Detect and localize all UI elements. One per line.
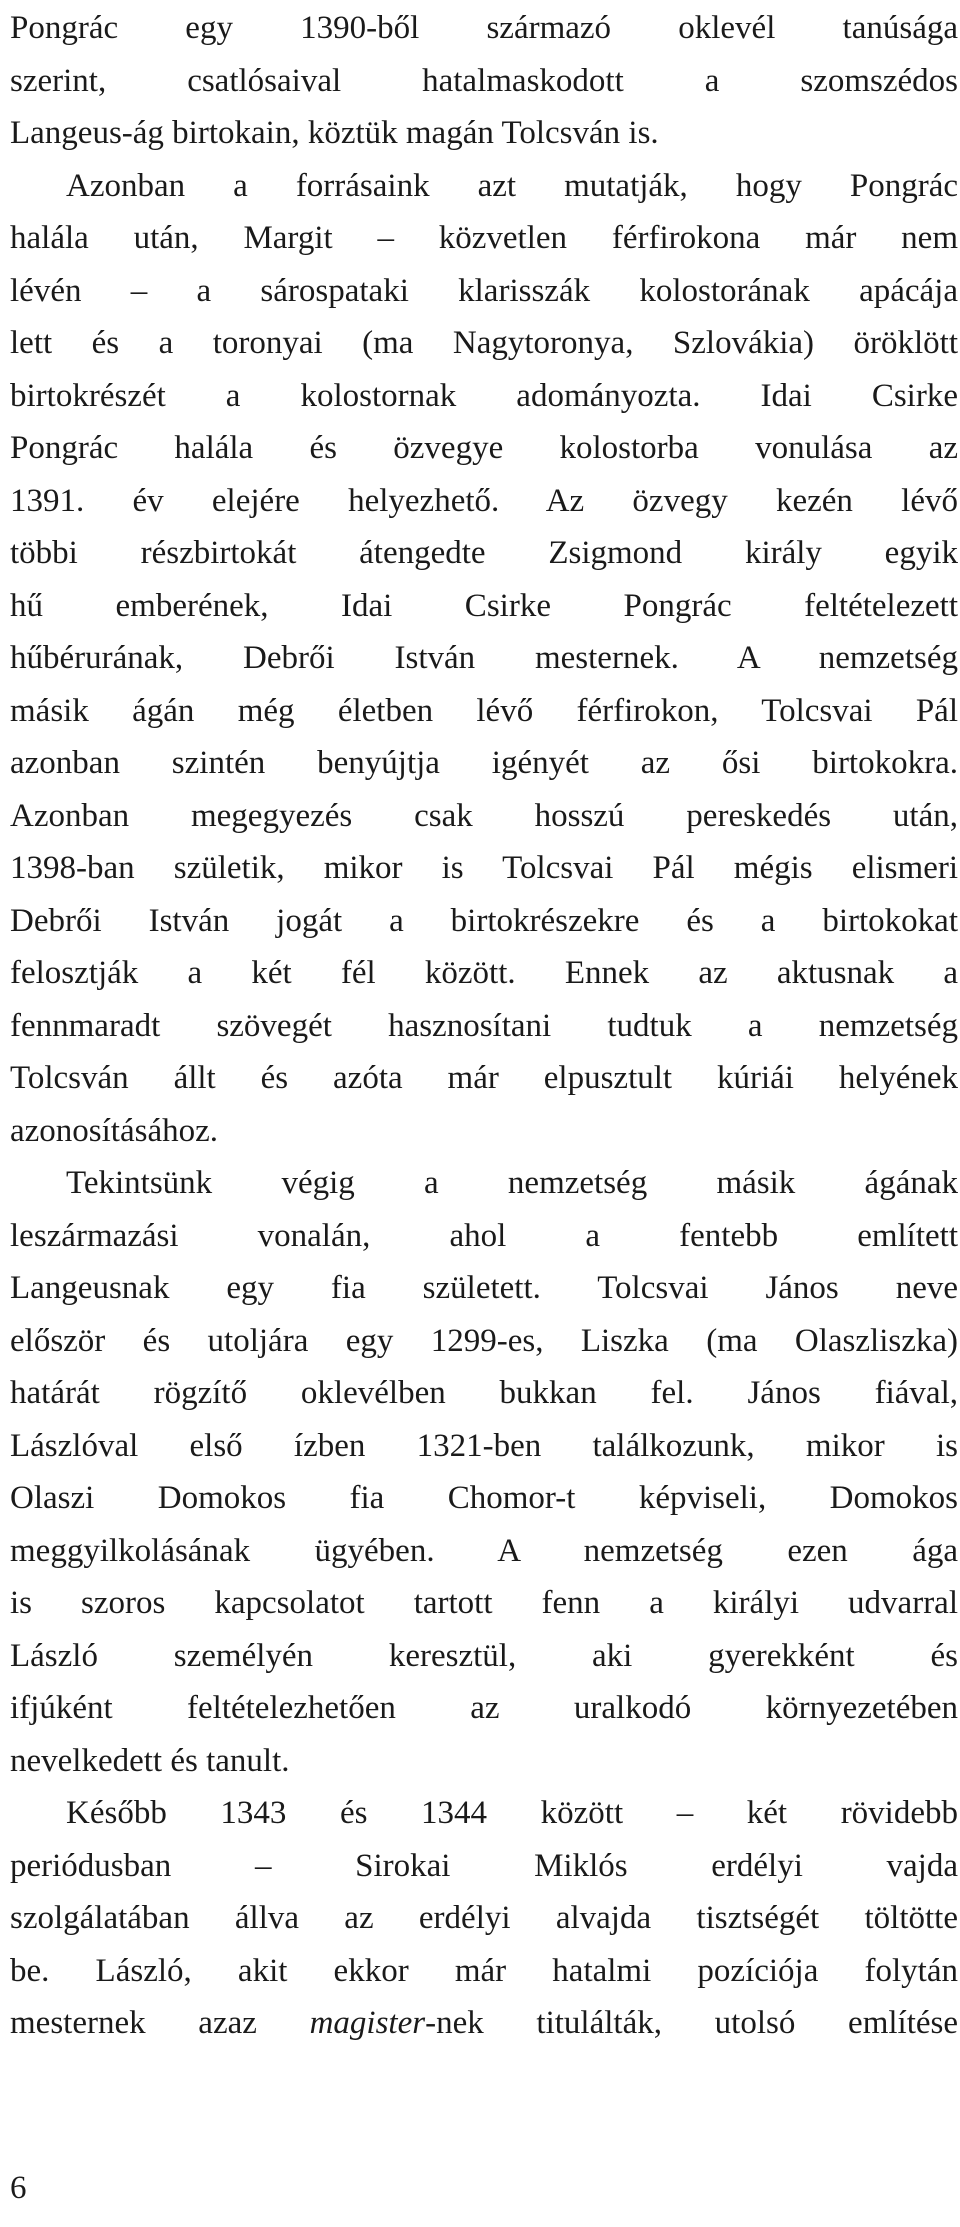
text-line: leszármazási vonalán, ahol a fentebb említett: [10, 1217, 958, 1254]
text-line: ifjúként feltételezhetően az uralkodó környezetében: [10, 1690, 958, 1726]
text-line: László személyén keresztül, aki gyerekként és: [10, 1637, 958, 1674]
text-line: Langeus-ág birtokain, köztük magán Tolcsván is.: [10, 115, 659, 151]
text-line: is szoros kapcsolatot tartott fenn a királyi udvarral: [10, 1585, 958, 1621]
text-line: fennmaradt szövegét hasznosítani tudtuk a nemzetség: [10, 1007, 958, 1044]
text-line: szerint, csatlósaival hatalmaskodott a szomszédos: [10, 62, 958, 99]
text-line: Később 1343 és 1344 között – két rövidebb: [66, 1795, 958, 1831]
text-line: be. László, akit ekkor már hatalmi pozíciója folytán: [10, 1952, 958, 1989]
text-line: [10, 1997, 958, 2050]
text-line: hűbérurának, Debrői István mesternek. A nemzetség: [10, 640, 958, 676]
text-line: periódusban – Sirokai Miklós erdélyi vajda: [10, 1847, 958, 1884]
text-line: lévén – a sárospataki klarisszák kolostorának apácája: [10, 272, 958, 309]
page-number: 6: [10, 2170, 27, 2206]
text-line: másik ágán még életben lévő férfirokon, Tolcsvai Pál: [10, 692, 958, 729]
text-line: többi részbirtokát átengedte Zsigmond király egyik: [10, 535, 958, 571]
text-line: Debrői István jogát a birtokrészekre és a birtokokat: [10, 902, 958, 939]
paragraph-3: [10, 1157, 958, 1787]
text-line: azonosításához.: [10, 1112, 219, 1149]
text-line: Olaszi Domokos fia Chomor-t képviseli, Domokos: [10, 1480, 958, 1516]
text-line: Azonban a forrásaink azt mutatják, hogy Pongrác: [66, 167, 958, 204]
paragraph-4: [10, 1787, 958, 2050]
text-line: meggyilkolásának ügyében. A nemzetség ezen ága: [10, 1532, 958, 1569]
text-line: Azonban megegyezés csak hosszú pereskedés után,: [10, 797, 958, 834]
text-line: Tolcsván állt és azóta már elpusztult kúriái helyének: [10, 1060, 958, 1096]
document-page: [10, 2, 958, 2050]
text-line: szolgálatában állva az erdélyi alvajda tisztségét töltötte: [10, 1900, 958, 1936]
text-line: lett és a toronyai (ma Nagytoronya, Szlovákia) öröklött: [10, 325, 958, 361]
text-line: Tekintsünk végig a nemzetség másik ágának: [66, 1165, 958, 1201]
italic-term: magister: [309, 2005, 426, 2041]
text-line: 1398-ban születik, mikor is Tolcsvai Pál mégis elismeri: [10, 850, 958, 886]
text-line: Pongrác egy 1390-ből származó oklevél tanúsága: [10, 10, 958, 46]
text-segment: mesternek azaz: [10, 2005, 310, 2041]
text-line: először és utoljára egy 1299-es, Liszka (ma Olaszliszka): [10, 1322, 958, 1359]
text-line: hű emberének, Idai Csirke Pongrác feltételezett: [10, 587, 958, 624]
text-line: birtokrészét a kolostornak adományozta. Idai Csirke: [10, 377, 958, 414]
text-line: nevelkedett és tanult.: [10, 1742, 290, 1779]
text-line: Langeusnak egy fia született. Tolcsvai János neve: [10, 1270, 958, 1306]
text-line: Pongrác halála és özvegye kolostorba vonulása az: [10, 430, 958, 466]
paragraph-2: [10, 160, 958, 1158]
text-line: Lászlóval első ízben 1321-ben találkozunk, mikor is: [10, 1427, 958, 1464]
text-line: azonban szintén benyújtja igényét az ősi birtokokra.: [10, 745, 958, 781]
text-line: határát rögzítő oklevélben bukkan fel. János fiával,: [10, 1375, 958, 1411]
text-segment: -nek titulálták, utolsó említése: [425, 2005, 959, 2041]
text-line: halála után, Margit – közvetlen férfirokona már nem: [10, 220, 958, 256]
paragraph-1: [10, 2, 958, 160]
text-line: felosztják a két fél között. Ennek az aktusnak a: [10, 955, 958, 991]
text-line: 1391. év elejére helyezhető. Az özvegy kezén lévő: [10, 482, 958, 519]
